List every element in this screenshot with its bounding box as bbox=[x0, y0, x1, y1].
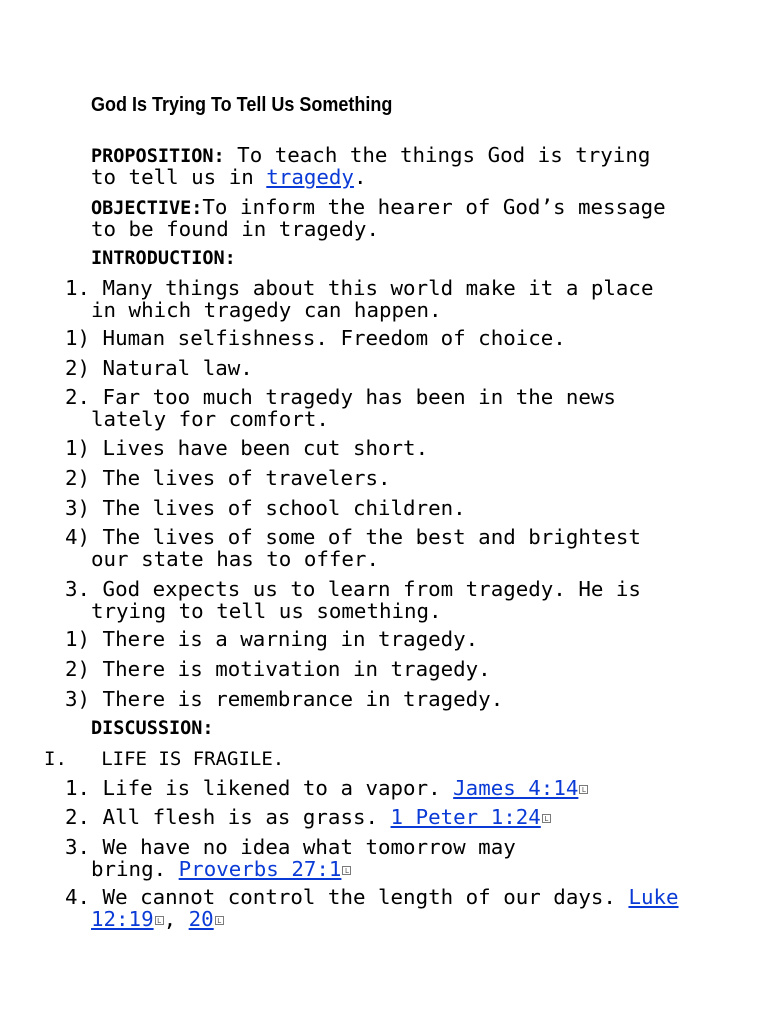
james-4-14-link[interactable]: James 4:14 bbox=[453, 776, 579, 800]
intro-subpoint: 2) There is motivation in tragedy. bbox=[65, 657, 491, 681]
discussion-point-text: 4. We cannot control the length of our days. bbox=[65, 885, 629, 909]
proposition-text-2: to tell us in bbox=[91, 165, 267, 189]
intro-subpoint: 1) There is a warning in tragedy. bbox=[65, 627, 479, 651]
intro-point-3: 3. God expects us to learn from tragedy. He is bbox=[65, 577, 641, 601]
intro-subpoint: 4) The lives of some of the best and brightest bbox=[65, 525, 641, 549]
objective-line-2: to be found in tragedy. bbox=[91, 217, 379, 241]
luke-12-19-link[interactable]: 12:19 bbox=[91, 907, 154, 931]
discussion-heading: DISCUSSION: bbox=[91, 718, 214, 739]
external-reference-icon[interactable]: L bbox=[155, 916, 164, 925]
page-title: God Is Trying To Tell Us Something bbox=[91, 94, 393, 116]
proverbs-27-1-link[interactable]: Proverbs 27:1 bbox=[178, 857, 342, 881]
proposition-end: . bbox=[353, 165, 367, 189]
discussion-point-4-cont bbox=[91, 908, 224, 930]
objective-label: OBJECTIVE: bbox=[91, 198, 203, 219]
proposition-label: PROPOSITION: bbox=[91, 146, 225, 167]
proposition-text: To teach the things God is trying bbox=[224, 143, 651, 167]
tragedy-link[interactable]: tragedy bbox=[266, 165, 354, 189]
discussion-point-3: 3. We have no idea what tomorrow may bbox=[65, 835, 516, 859]
intro-subpoint: 1) Human selfishness. Freedom of choice. bbox=[65, 326, 566, 350]
external-reference-icon[interactable]: L bbox=[579, 785, 588, 794]
objective-text: To inform the hearer of God’s message bbox=[202, 195, 666, 219]
intro-subpoint: 3) There is remembrance in tragedy. bbox=[65, 687, 504, 711]
intro-subpoint: 1) Lives have been cut short. bbox=[65, 436, 429, 460]
intro-point-2-cont: lately for comfort. bbox=[91, 407, 329, 431]
luke-link[interactable]: Luke bbox=[628, 885, 679, 909]
intro-point-3-cont: trying to tell us something. bbox=[91, 599, 442, 623]
intro-subpoint: 3) The lives of school children. bbox=[65, 496, 466, 520]
discussion-point-2 bbox=[65, 806, 551, 828]
discussion-point-4 bbox=[65, 886, 679, 908]
intro-subpoint: 2) The lives of travelers. bbox=[65, 466, 391, 490]
external-reference-icon[interactable]: L bbox=[342, 866, 351, 875]
proposition-line-2 bbox=[91, 166, 366, 188]
discussion-point-text: 1. Life is likened to a vapor. bbox=[65, 776, 454, 800]
intro-subpoint: 2) Natural law. bbox=[65, 356, 253, 380]
section-heading: I. LIFE IS FRAGILE. bbox=[44, 748, 285, 770]
intro-subpoint-cont: our state has to offer. bbox=[91, 547, 379, 571]
verse-20-link[interactable]: 20 bbox=[188, 907, 214, 931]
1-peter-1-24-link[interactable]: 1 Peter 1:24 bbox=[390, 805, 541, 829]
discussion-point-text: 2. All flesh is as grass. bbox=[65, 805, 391, 829]
intro-point-2: 2. Far too much tragedy has been in the news bbox=[65, 385, 616, 409]
discussion-point-3-cont bbox=[91, 858, 351, 880]
external-reference-icon[interactable]: L bbox=[542, 814, 551, 823]
discussion-point-text: bring. bbox=[91, 857, 179, 881]
intro-point-1-cont: in which tragedy can happen. bbox=[91, 298, 442, 322]
intro-point-1: 1. Many things about this world make it a place bbox=[65, 276, 654, 300]
reference-separator: , bbox=[163, 907, 189, 931]
discussion-point-1 bbox=[65, 777, 588, 799]
external-reference-icon[interactable]: L bbox=[215, 916, 224, 925]
introduction-heading: INTRODUCTION: bbox=[91, 248, 236, 269]
